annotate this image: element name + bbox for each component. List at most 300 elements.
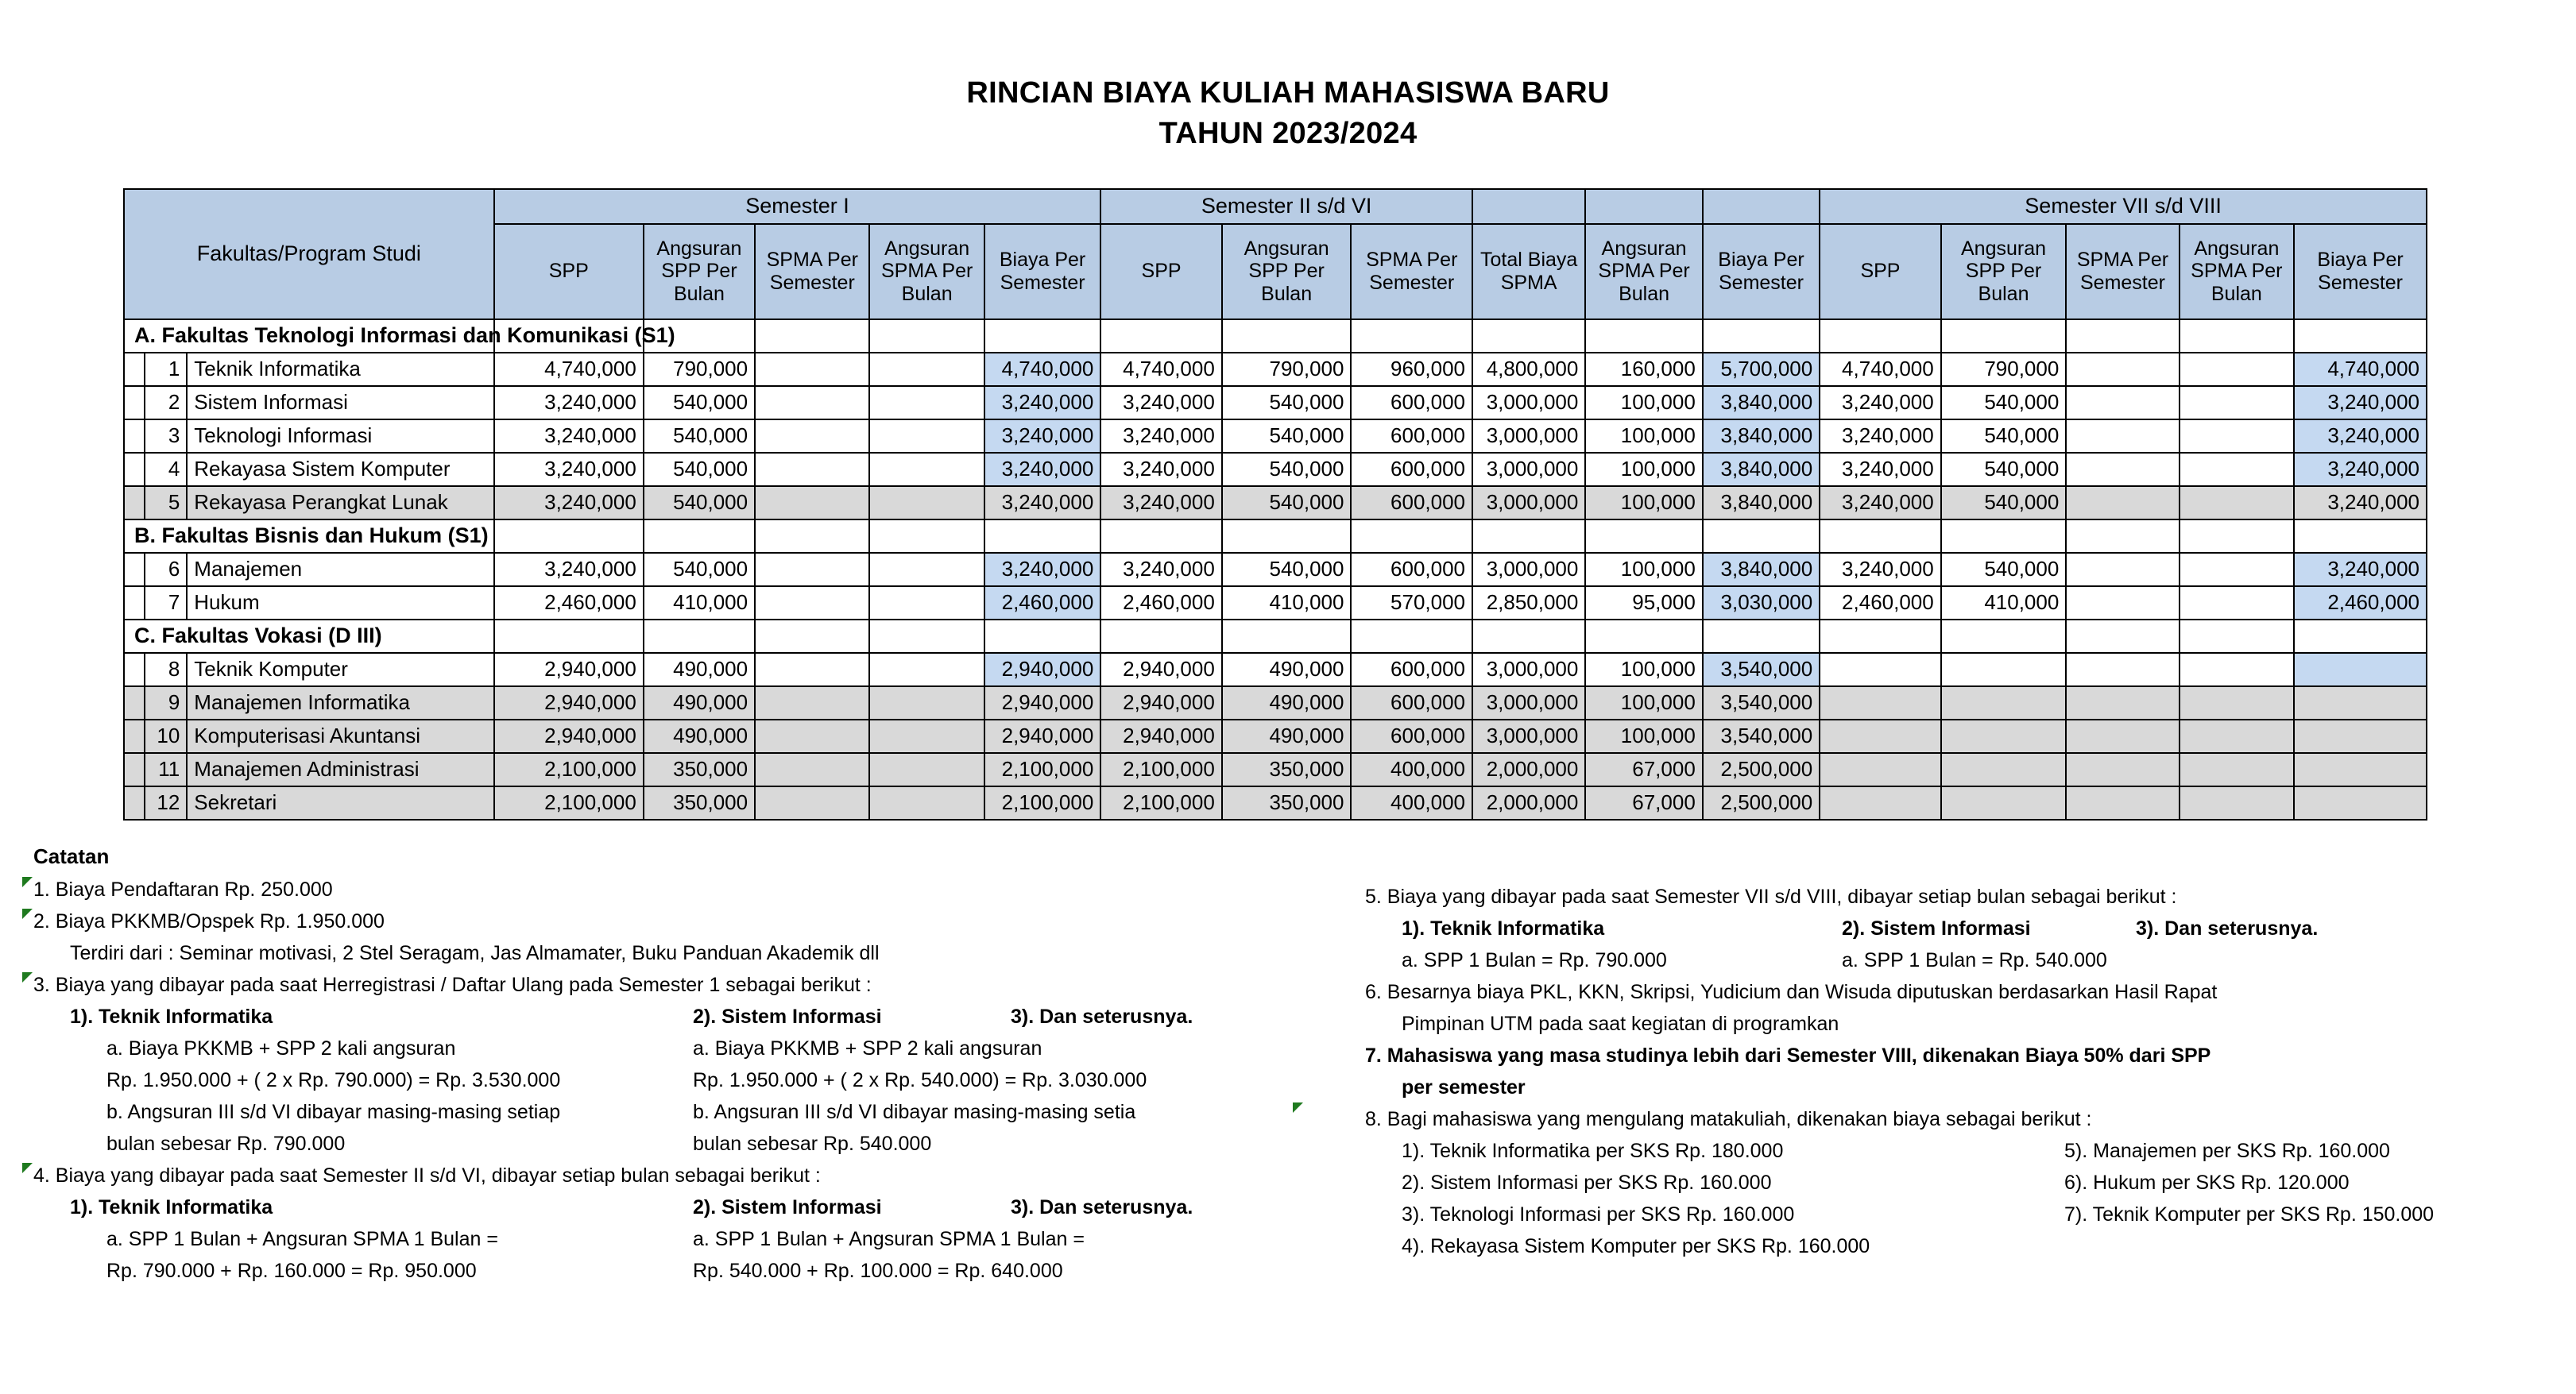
cell-total-biaya-spma: 3,000,000 (1472, 686, 1585, 720)
row-number: 11 (145, 753, 187, 786)
cell-s2-spma: 600,000 (1351, 653, 1472, 686)
table-row (124, 419, 2427, 453)
header-s7-biaya-per-semester: Biaya Per Semester (2294, 224, 2427, 319)
cell-s2-spma: 600,000 (1351, 553, 1472, 586)
cell-s7-spma (2066, 720, 2179, 753)
note-5-row-a (1365, 944, 2557, 976)
note-3-item-2-a: a. Biaya PKKMB + SPP 2 kali angsuran (693, 1037, 1042, 1060)
cell-s2-angsuran-spma: 100,000 (1585, 653, 1702, 686)
cell-s2-spp: 3,240,000 (1100, 453, 1222, 486)
comment-marker-icon (22, 1163, 33, 1173)
cell-s1-biaya-per-semester: 2,940,000 (984, 720, 1100, 753)
row-number: 8 (145, 653, 187, 686)
note-3-row-b (33, 1096, 1321, 1128)
table-row (124, 653, 2427, 686)
section-empty-cell (494, 519, 644, 553)
note-3-text: 3. Biaya yang dibayar pada saat Herregistrasi / Daftar Ulang pada Semester 1 sebagai berikut : (33, 973, 872, 996)
cell-s1-spp: 3,240,000 (494, 386, 644, 419)
program-name: Manajemen Informatika (187, 686, 493, 720)
section-empty-cell (1222, 620, 1352, 653)
note-3-item-2-a2: Rp. 1.950.000 + ( 2 x Rp. 540.000) = Rp. 3.030.000 (693, 1068, 1147, 1091)
cell-s7-spp: 4,740,000 (1820, 353, 1941, 386)
cell-s2-angsuran-spp: 490,000 (1222, 720, 1352, 753)
row-spacer-cell (124, 686, 145, 720)
cell-s7-biaya-per-semester: 3,240,000 (2294, 453, 2427, 486)
row-spacer-cell (124, 753, 145, 786)
note-4-item-2-a: a. SPP 1 Bulan + Angsuran SPMA 1 Bulan = (693, 1227, 1085, 1250)
cell-s7-spp (1820, 653, 1941, 686)
row-number: 10 (145, 720, 187, 753)
cell-s1-angsuran-spma (869, 686, 984, 720)
row-spacer-cell (124, 386, 145, 419)
cell-total-biaya-spma: 3,000,000 (1472, 653, 1585, 686)
cell-s7-biaya-per-semester (2294, 686, 2427, 720)
note-5-item-2-title: 2). Sistem Informasi (1842, 917, 2031, 940)
note-5-item-1-title: 1). Teknik Informatika (1402, 917, 1605, 940)
section-empty-cell (1703, 519, 1820, 553)
cell-s2-biaya-per-semester: 3,840,000 (1703, 553, 1820, 586)
cell-total-biaya-spma: 3,000,000 (1472, 453, 1585, 486)
cell-s7-angsuran-spma (2180, 553, 2294, 586)
note-5-item-1-a: a. SPP 1 Bulan = Rp. 790.000 (1402, 948, 1667, 971)
section-empty-cell (1351, 620, 1472, 653)
row-spacer-cell (124, 553, 145, 586)
cell-s7-spp (1820, 720, 1941, 753)
page-title-line2: TAHUN 2023/2024 (1158, 117, 1418, 151)
cell-s2-angsuran-spma: 67,000 (1585, 786, 1702, 820)
note-3-row-a (33, 1033, 1321, 1064)
note-3-item-1-b: b. Angsuran III s/d VI dibayar masing-masing setiap (106, 1100, 561, 1123)
cell-s7-angsuran-spma (2180, 686, 2294, 720)
program-name: Rekayasa Perangkat Lunak (187, 486, 493, 519)
cell-s7-angsuran-spp: 790,000 (1941, 353, 2067, 386)
header-total-biaya-spma: Total Biaya SPMA (1472, 224, 1585, 319)
section-empty-cell (984, 620, 1100, 653)
fee-table-wrapper (123, 188, 2427, 821)
section-empty-cell (869, 620, 984, 653)
cell-s2-angsuran-spma: 100,000 (1585, 486, 1702, 519)
cell-s2-angsuran-spp: 350,000 (1222, 786, 1352, 820)
note-8-item-2: 2). Sistem Informasi per SKS Rp. 160.000 (1402, 1171, 1772, 1194)
section-empty-cell (1472, 319, 1585, 353)
cell-s1-angsuran-spp: 410,000 (644, 586, 755, 620)
cell-s7-angsuran-spp (1941, 786, 2067, 820)
section-empty-cell (1703, 620, 1820, 653)
cell-s2-spma: 570,000 (1351, 586, 1472, 620)
note-5-item-3-title: 3). Dan seterusnya. (2136, 917, 2319, 940)
section-empty-cell (2294, 319, 2427, 353)
cell-s1-biaya-per-semester: 2,460,000 (984, 586, 1100, 620)
program-name: Hukum (187, 586, 493, 620)
program-name: Sekretari (187, 786, 493, 820)
cell-s1-spp: 2,100,000 (494, 753, 644, 786)
cell-s1-spp: 2,940,000 (494, 686, 644, 720)
note-3 (33, 969, 1321, 1001)
header-spacer-ang-spma (1585, 189, 1702, 224)
section-empty-cell (1820, 519, 1941, 553)
header-s1-spp: SPP (494, 224, 644, 319)
cell-s2-spp: 3,240,000 (1100, 486, 1222, 519)
cell-s1-angsuran-spp: 540,000 (644, 486, 755, 519)
note-3-row-a2 (33, 1064, 1321, 1096)
cell-s1-biaya-per-semester: 2,100,000 (984, 753, 1100, 786)
header-s1-biaya-per-semester: Biaya Per Semester (984, 224, 1100, 319)
section-empty-cell (1472, 620, 1585, 653)
note-8-item-3: 3). Teknologi Informasi per SKS Rp. 160.000 (1402, 1203, 1795, 1226)
cell-s1-biaya-per-semester: 3,240,000 (984, 486, 1100, 519)
cell-s1-spma (755, 753, 869, 786)
cell-s2-biaya-per-semester: 3,540,000 (1703, 686, 1820, 720)
header-s2-spma-per-semester: SPMA Per Semester (1351, 224, 1472, 319)
row-spacer-cell (124, 419, 145, 453)
cell-s1-biaya-per-semester: 2,100,000 (984, 786, 1100, 820)
note-4-text: 4. Biaya yang dibayar pada saat Semester II s/d VI, dibayar setiap bulan sebagai berikut : (33, 1164, 821, 1187)
page-title-line1: RINCIAN BIAYA KULIAH MAHASISWA BARU (966, 76, 1610, 110)
cell-total-biaya-spma: 3,000,000 (1472, 720, 1585, 753)
section-header-row (124, 620, 2427, 653)
cell-s7-spma (2066, 786, 2179, 820)
section-empty-cell (1585, 519, 1702, 553)
table-row (124, 586, 2427, 620)
cell-s7-angsuran-spma (2180, 720, 2294, 753)
cell-s7-spp (1820, 786, 1941, 820)
program-name: Teknologi Informasi (187, 419, 493, 453)
note-8-item-1: 1). Teknik Informatika per SKS Rp. 180.000 (1402, 1139, 1784, 1162)
cell-s1-spp: 3,240,000 (494, 453, 644, 486)
cell-s7-angsuran-spma (2180, 386, 2294, 419)
table-row (124, 353, 2427, 386)
cell-total-biaya-spma: 4,800,000 (1472, 353, 1585, 386)
cell-s7-spp (1820, 753, 1941, 786)
cell-s7-spp: 2,460,000 (1820, 586, 1941, 620)
section-empty-cell (1100, 620, 1222, 653)
note-8-item-6: 6). Hukum per SKS Rp. 120.000 (2064, 1171, 2350, 1194)
cell-s1-spp: 2,460,000 (494, 586, 644, 620)
cell-s1-angsuran-spma (869, 786, 984, 820)
fee-table-body (124, 319, 2427, 820)
note-4-item-1-a: a. SPP 1 Bulan + Angsuran SPMA 1 Bulan = (106, 1227, 498, 1250)
cell-s1-spp: 2,100,000 (494, 786, 644, 820)
header-group-semester-2-6: Semester II s/d VI (1100, 189, 1472, 224)
comment-marker-icon (22, 909, 33, 919)
cell-s2-angsuran-spp: 540,000 (1222, 419, 1352, 453)
cell-s1-angsuran-spma (869, 753, 984, 786)
cell-s7-biaya-per-semester: 4,740,000 (2294, 353, 2427, 386)
cell-s1-biaya-per-semester: 3,240,000 (984, 386, 1100, 419)
section-header-row (124, 319, 2427, 353)
cell-s7-spp: 3,240,000 (1820, 453, 1941, 486)
cell-s7-spp (1820, 686, 1941, 720)
section-title: B. Fakultas Bisnis dan Hukum (S1) (124, 519, 494, 553)
note-4 (33, 1160, 1321, 1191)
header-s1-angsuran-spma: Angsuran SPMA Per Bulan (869, 224, 984, 319)
cell-s2-spma: 600,000 (1351, 453, 1472, 486)
table-row (124, 753, 2427, 786)
row-spacer-cell (124, 653, 145, 686)
cell-s1-angsuran-spp: 790,000 (644, 353, 755, 386)
section-empty-cell (2066, 319, 2179, 353)
cell-s1-angsuran-spp: 490,000 (644, 686, 755, 720)
section-empty-cell (1820, 319, 1941, 353)
cell-s7-spma (2066, 419, 2179, 453)
cell-total-biaya-spma: 2,850,000 (1472, 586, 1585, 620)
note-8-item-7: 7). Teknik Komputer per SKS Rp. 150.000 (2064, 1203, 2435, 1226)
section-empty-cell (1941, 319, 2067, 353)
note-3-item-1-a2: Rp. 1.950.000 + ( 2 x Rp. 790.000) = Rp. 3.530.000 (106, 1068, 561, 1091)
row-number: 12 (145, 786, 187, 820)
cell-s1-spma (755, 553, 869, 586)
cell-s2-angsuran-spp: 350,000 (1222, 753, 1352, 786)
header-s7-spma-per-semester: SPMA Per Semester (2066, 224, 2179, 319)
section-empty-cell (1941, 620, 2067, 653)
cell-s2-angsuran-spma: 67,000 (1585, 753, 1702, 786)
section-empty-cell (644, 620, 755, 653)
header-s2-angsuran-spp: Angsuran SPP Per Bulan (1222, 224, 1352, 319)
cell-s2-spp: 2,460,000 (1100, 586, 1222, 620)
cell-s2-spp: 3,240,000 (1100, 553, 1222, 586)
section-empty-cell (984, 519, 1100, 553)
table-row (124, 686, 2427, 720)
section-header-row (124, 519, 2427, 553)
cell-s7-angsuran-spp: 540,000 (1941, 419, 2067, 453)
cell-s7-biaya-per-semester (2294, 753, 2427, 786)
cell-s2-angsuran-spp: 540,000 (1222, 553, 1352, 586)
row-number: 1 (145, 353, 187, 386)
section-empty-cell (755, 519, 869, 553)
section-empty-cell (494, 620, 644, 653)
cell-s7-spp: 3,240,000 (1820, 553, 1941, 586)
program-name: Teknik Komputer (187, 653, 493, 686)
header-s2-angsuran-spma: Angsuran SPMA Per Bulan (1585, 224, 1702, 319)
note-4-item-1-title: 1). Teknik Informatika (70, 1195, 273, 1218)
cell-s2-spp: 2,940,000 (1100, 653, 1222, 686)
cell-s2-spma: 600,000 (1351, 686, 1472, 720)
cell-s2-spp: 3,240,000 (1100, 386, 1222, 419)
note-1-text: 1. Biaya Pendaftaran Rp. 250.000 (33, 878, 333, 901)
note-8-row-1 (1365, 1135, 2557, 1167)
cell-s2-angsuran-spp: 490,000 (1222, 653, 1352, 686)
cell-s2-angsuran-spp: 790,000 (1222, 353, 1352, 386)
note-4-item-1-a2: Rp. 790.000 + Rp. 160.000 = Rp. 950.000 (106, 1259, 477, 1282)
note-6: 6. Besarnya biaya PKL, KKN, Skripsi, Yudicium dan Wisuda diputuskan berdasarkan Hasil Rapat (1365, 980, 2218, 1003)
note-5-titles (1365, 913, 2557, 944)
section-empty-cell (869, 319, 984, 353)
table-row (124, 786, 2427, 820)
row-spacer-cell (124, 720, 145, 753)
program-name: Rekayasa Sistem Komputer (187, 453, 493, 486)
cell-s2-angsuran-spp: 540,000 (1222, 486, 1352, 519)
cell-s7-spma (2066, 386, 2179, 419)
cell-s1-angsuran-spma (869, 386, 984, 419)
cell-s1-spma (755, 419, 869, 453)
section-empty-cell (869, 519, 984, 553)
cell-s1-biaya-per-semester: 2,940,000 (984, 686, 1100, 720)
section-empty-cell (1351, 319, 1472, 353)
cell-s2-angsuran-spma: 100,000 (1585, 453, 1702, 486)
cell-s1-angsuran-spp: 350,000 (644, 786, 755, 820)
note-3-item-1-b2: bulan sebesar Rp. 790.000 (106, 1132, 346, 1155)
note-8-row-2 (1365, 1167, 2557, 1199)
cell-s2-biaya-per-semester: 3,840,000 (1703, 486, 1820, 519)
cell-s7-angsuran-spp (1941, 653, 2067, 686)
cell-s7-angsuran-spma (2180, 753, 2294, 786)
section-empty-cell (755, 620, 869, 653)
cell-s2-angsuran-spp: 540,000 (1222, 453, 1352, 486)
cell-s7-biaya-per-semester (2294, 786, 2427, 820)
header-group-semester-7-8: Semester VII s/d VIII (1820, 189, 2427, 224)
row-number: 9 (145, 686, 187, 720)
section-empty-cell (2066, 620, 2179, 653)
section-empty-cell (1703, 319, 1820, 353)
cell-s2-spma: 600,000 (1351, 386, 1472, 419)
note-3-item-1-title: 1). Teknik Informatika (70, 1005, 273, 1028)
cell-s7-angsuran-spp: 540,000 (1941, 386, 2067, 419)
cell-s7-spma (2066, 453, 2179, 486)
note-8-row-3 (1365, 1199, 2557, 1230)
cell-s1-angsuran-spma (869, 353, 984, 386)
header-s1-spma-per-semester: SPMA Per Semester (755, 224, 869, 319)
comment-marker-icon (22, 972, 33, 983)
note-3-row-b2 (33, 1128, 1321, 1160)
cell-s1-angsuran-spma (869, 486, 984, 519)
cell-s2-spma: 400,000 (1351, 786, 1472, 820)
cell-s2-angsuran-spma: 100,000 (1585, 686, 1702, 720)
header-group-row (124, 189, 2427, 224)
row-number: 4 (145, 453, 187, 486)
section-empty-cell (2294, 519, 2427, 553)
table-row (124, 553, 2427, 586)
section-empty-cell (2180, 620, 2294, 653)
row-spacer-cell (124, 453, 145, 486)
note-3-item-1-a: a. Biaya PKKMB + SPP 2 kali angsuran (106, 1037, 456, 1060)
cell-s7-angsuran-spma (2180, 486, 2294, 519)
cell-s2-spp: 2,940,000 (1100, 720, 1222, 753)
cell-s7-biaya-per-semester: 3,240,000 (2294, 419, 2427, 453)
cell-s2-angsuran-spma: 100,000 (1585, 419, 1702, 453)
header-s2-biaya-per-semester: Biaya Per Semester (1703, 224, 1820, 319)
cell-total-biaya-spma: 2,000,000 (1472, 786, 1585, 820)
table-row (124, 720, 2427, 753)
header-s7-angsuran-spp: Angsuran SPP Per Bulan (1941, 224, 2067, 319)
note-3-titles (33, 1001, 1321, 1033)
program-name: Komputerisasi Akuntansi (187, 720, 493, 753)
row-number: 6 (145, 553, 187, 586)
cell-s1-spp: 3,240,000 (494, 553, 644, 586)
cell-s7-spma (2066, 553, 2179, 586)
note-1 (33, 874, 1321, 906)
cell-s1-spp: 3,240,000 (494, 419, 644, 453)
cell-s2-spp: 3,240,000 (1100, 419, 1222, 453)
row-number: 7 (145, 586, 187, 620)
row-number: 2 (145, 386, 187, 419)
cell-s2-angsuran-spma: 160,000 (1585, 353, 1702, 386)
cell-s1-spma (755, 653, 869, 686)
cell-s2-spp: 2,100,000 (1100, 786, 1222, 820)
cell-s1-biaya-per-semester: 2,940,000 (984, 653, 1100, 686)
cell-s1-angsuran-spma (869, 453, 984, 486)
cell-s7-angsuran-spp: 410,000 (1941, 586, 2067, 620)
cell-s7-spma (2066, 586, 2179, 620)
cell-s2-spp: 4,740,000 (1100, 353, 1222, 386)
note-4-row-a2 (33, 1255, 1321, 1287)
cell-s7-biaya-per-semester: 3,240,000 (2294, 386, 2427, 419)
cell-s2-biaya-per-semester: 2,500,000 (1703, 753, 1820, 786)
note-4-item-3-title: 3). Dan seterusnya. (1011, 1195, 1193, 1218)
notes-heading: Catatan (33, 844, 110, 868)
cell-s7-spma (2066, 753, 2179, 786)
cell-s2-spma: 960,000 (1351, 353, 1472, 386)
cell-s1-biaya-per-semester: 3,240,000 (984, 419, 1100, 453)
header-prodi: Fakultas/Program Studi (124, 189, 494, 319)
program-name: Sistem Informasi (187, 386, 493, 419)
cell-s2-angsuran-spp: 410,000 (1222, 586, 1352, 620)
note-2 (33, 906, 1321, 937)
cell-s7-spp: 3,240,000 (1820, 486, 1941, 519)
cell-total-biaya-spma: 3,000,000 (1472, 486, 1585, 519)
cell-s2-angsuran-spma: 100,000 (1585, 553, 1702, 586)
comment-marker-icon (1293, 1102, 1303, 1113)
section-empty-cell (1585, 620, 1702, 653)
header-spacer-total-spma (1472, 189, 1585, 224)
cell-s1-biaya-per-semester: 4,740,000 (984, 353, 1100, 386)
section-empty-cell (1351, 519, 1472, 553)
cell-s2-biaya-per-semester: 3,540,000 (1703, 653, 1820, 686)
cell-s2-spp: 2,100,000 (1100, 753, 1222, 786)
cell-s1-spma (755, 486, 869, 519)
header-s2-spp: SPP (1100, 224, 1222, 319)
section-empty-cell (984, 319, 1100, 353)
cell-s1-spma (755, 786, 869, 820)
section-title: A. Fakultas Teknologi Informasi dan Komunikasi (S1) (124, 319, 494, 353)
section-empty-cell (1222, 519, 1352, 553)
note-4-titles (33, 1191, 1321, 1223)
note-4-item-2-title: 2). Sistem Informasi (693, 1195, 882, 1218)
program-name: Teknik Informatika (187, 353, 493, 386)
cell-total-biaya-spma: 3,000,000 (1472, 419, 1585, 453)
cell-s7-spma (2066, 486, 2179, 519)
note-7-detail: per semester (1402, 1075, 1526, 1099)
cell-s7-angsuran-spma (2180, 419, 2294, 453)
cell-s7-angsuran-spp (1941, 686, 2067, 720)
document-title-block (0, 0, 2576, 155)
cell-s1-angsuran-spp: 490,000 (644, 653, 755, 686)
cell-s1-angsuran-spp: 350,000 (644, 753, 755, 786)
note-5: 5. Biaya yang dibayar pada saat Semester VII s/d VIII, dibayar setiap bulan sebagai berikut : (1365, 885, 2177, 908)
cell-s1-biaya-per-semester: 3,240,000 (984, 553, 1100, 586)
cell-s7-biaya-per-semester: 2,460,000 (2294, 586, 2427, 620)
cell-s7-spma (2066, 686, 2179, 720)
cell-s7-angsuran-spp (1941, 753, 2067, 786)
row-number: 5 (145, 486, 187, 519)
cell-s7-spp: 3,240,000 (1820, 386, 1941, 419)
note-3-item-2-title: 2). Sistem Informasi (693, 1005, 882, 1028)
cell-s2-spma: 600,000 (1351, 720, 1472, 753)
fee-table (123, 188, 2427, 821)
cell-s1-biaya-per-semester: 3,240,000 (984, 453, 1100, 486)
fee-table-head (124, 189, 2427, 319)
row-spacer-cell (124, 786, 145, 820)
cell-s1-spp: 2,940,000 (494, 653, 644, 686)
note-8: 8. Bagi mahasiswa yang mengulang matakuliah, dikenakan biaya sebagai berikut : (1365, 1107, 2092, 1130)
cell-s1-angsuran-spma (869, 653, 984, 686)
notes-column-right (1365, 844, 2557, 1262)
comment-marker-icon (22, 877, 33, 887)
header-group-semester-1: Semester I (494, 189, 1101, 224)
cell-s7-spma (2066, 653, 2179, 686)
table-row (124, 386, 2427, 419)
cell-s2-biaya-per-semester: 3,840,000 (1703, 453, 1820, 486)
cell-s2-biaya-per-semester: 3,030,000 (1703, 586, 1820, 620)
